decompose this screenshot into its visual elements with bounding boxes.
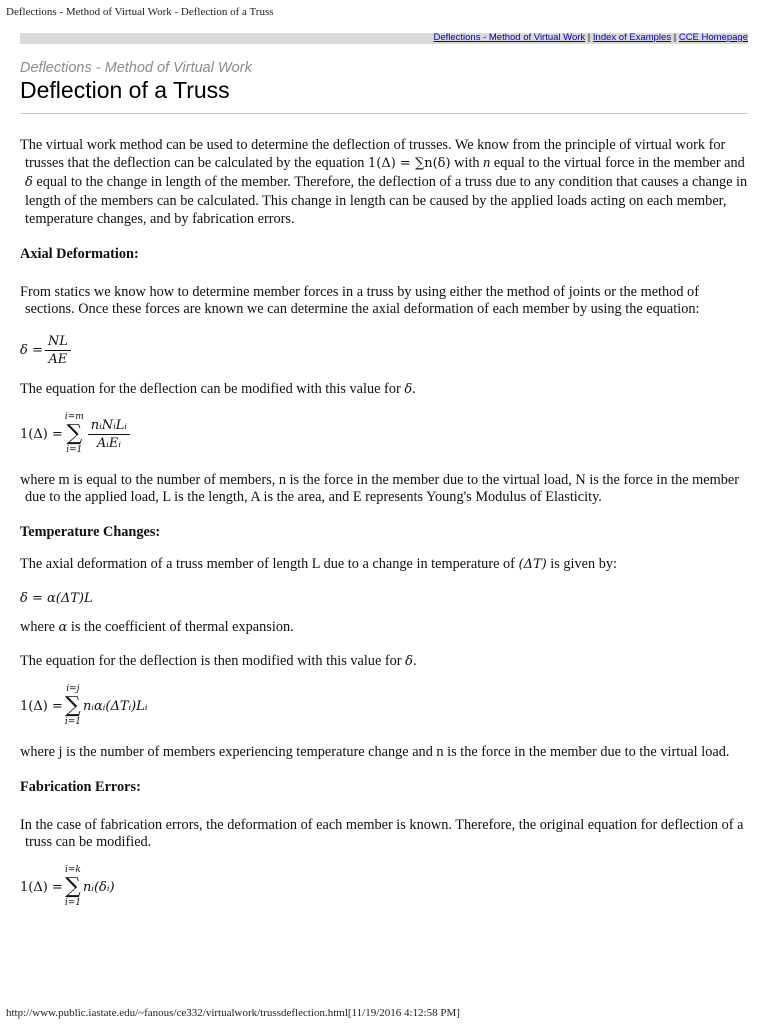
thermal-coefficient-text: where α is the coefficient of thermal expansion. bbox=[20, 619, 294, 635]
main-content bbox=[20, 136, 748, 911]
fraction-denominator: AE bbox=[48, 351, 68, 367]
fraction-numerator: NL bbox=[45, 333, 71, 351]
print-header: Deflections - Method of Virtual Work - Deflection of a Truss bbox=[6, 6, 274, 18]
nav-link-cce-homepage[interactable]: CCE Homepage bbox=[678, 32, 748, 43]
section-heading-fabrication: Fabrication Errors: bbox=[20, 779, 141, 795]
page-subtitle: Deflections - Method of Virtual Work bbox=[20, 60, 252, 76]
equation-deflection-temperature: 1(Δ) = i=j ∑ i=1 nᵢαᵢ(ΔTᵢ)Lᵢ bbox=[20, 684, 148, 727]
equation-axial-deformation: δ = $\frac{NL}{AE}$ bbox=[20, 331, 748, 369]
nav-separator: | bbox=[585, 32, 593, 43]
nav-link-index-of-examples[interactable]: Index of Examples bbox=[592, 32, 672, 43]
fabrication-paragraph: In the case of fabrication errors, the deformation of each member is known. Therefore, the original equation for deflection of a truss can be modified. bbox=[20, 817, 744, 850]
print-footer-url: http://www.public.iastate.edu/~fanous/ce332/virtualwork/trussdeflection.html[11/19/2016 4:12:58 PM] bbox=[6, 1007, 460, 1019]
temperature-paragraph: The axial deformation of a truss member of length L due to a change in temperature of (ΔT) is given by: bbox=[20, 556, 617, 572]
fraction-denominator: AᵢEᵢ bbox=[96, 435, 121, 451]
summation-symbol: i=j ∑ i=1 bbox=[64, 684, 81, 727]
title-divider bbox=[20, 113, 748, 114]
axial-variables-paragraph: where m is equal to the number of members, n is the force in the member due to the virtual load, N is the force in the member due to the applied load, L is the length, A is the area, and E represents Young's Modulus of Elasticity. bbox=[20, 472, 739, 505]
equation-thermal-deformation: δ = α(ΔT)L bbox=[20, 590, 93, 606]
nav-separator: | bbox=[671, 32, 679, 43]
nav-link-virtual-work[interactable]: Deflections - Method of Virtual Work bbox=[433, 32, 586, 43]
intro-paragraph: The virtual work method can be used to determine the deflection of trusses. We know from the principle of virtual work for trusses that the deflection can be calculated by the equation 1(Δ) = ∑n(δ) with n equal to the virtual force in the member and δ equal to the change in length of the member. Therefore, the deflection of a truss due to any condition that causes a change in length of the members can be calculated. This change in length can be caused by the applied loads acting on each member, temperature changes, and by fabrication errors. bbox=[20, 137, 748, 227]
nav-links bbox=[433, 32, 748, 43]
temperature-modify-text: The equation for the deflection is then modified with this value for δ. bbox=[20, 653, 417, 669]
temperature-variables-paragraph: where j is the number of members experiencing temperature change and n is the force in the member due to the virtual load. bbox=[20, 744, 730, 760]
section-heading-temperature: Temperature Changes: bbox=[20, 524, 161, 540]
fraction-numerator: nᵢNᵢLᵢ bbox=[88, 417, 130, 435]
axial-paragraph: From statics we know how to determine member forces in a truss by using either the method of joints or the method of sections. Once these forces are known we can determine the axial deformation of each member by using the equation: bbox=[20, 284, 700, 317]
equation-deflection-fabrication: 1(Δ) = i=k ∑ i=1 nᵢ(δᵢ) bbox=[20, 865, 115, 908]
summation-symbol: i=k ∑ i=1 bbox=[64, 865, 81, 908]
page-title: Deflection of a Truss bbox=[20, 77, 230, 103]
axial-modify-text: The equation for the deflection can be modified with this value for δ. bbox=[20, 381, 416, 397]
inline-equation: 1(Δ) = ∑n(δ) bbox=[368, 156, 451, 171]
equation-deflection-axial: 1(Δ) = i=m ∑ i=1 $\frac{\text{nᵢNᵢLᵢ}}{\text{AᵢEᵢ}}$ bbox=[20, 410, 748, 458]
summation-symbol: i=m ∑ i=1 bbox=[64, 412, 84, 455]
section-heading-axial: Axial Deformation: bbox=[20, 246, 139, 262]
